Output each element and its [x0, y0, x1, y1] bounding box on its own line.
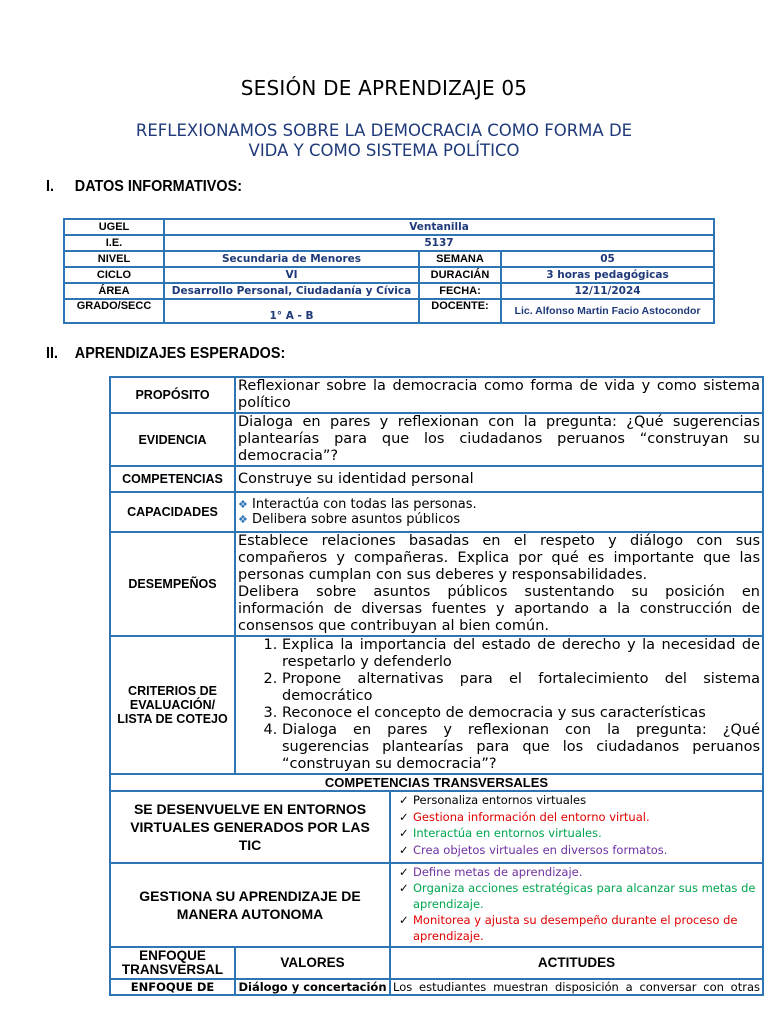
- list-item: 4. Dialoga en pares y reflexionan con la pregunta: ¿Qué sugerencias plantearías para que los ciudadanos peruanos “construyan su democracia”?: [282, 722, 760, 773]
- table-row: [110, 466, 763, 492]
- enfoque-header: ENFOQUE TRANSVERSAL: [110, 947, 235, 979]
- session-title: SESIÓN DE APRENDIZAJE 05: [240, 76, 528, 100]
- table-row: [64, 299, 714, 323]
- ugel-value: Ventanilla: [164, 219, 714, 235]
- table-row: [64, 235, 714, 251]
- aprendizajes-table: [109, 376, 764, 996]
- ie-label: I.E.: [64, 235, 164, 251]
- list-item: 1. Explica la importancia del estado de derecho y la necesidad de respetarlo y defenderlo: [282, 637, 760, 671]
- enfoque-row-label: ENFOQUE DE: [110, 979, 235, 995]
- diamond-bullet-icon: ❖: [238, 498, 248, 511]
- list-item: ✓ Monitorea y ajusta su desempeño durante el proceso de aprendizaje.: [399, 913, 738, 943]
- enfoque-row-actitud: Los estudiantes muestran disposición a conversar con otras: [390, 979, 763, 995]
- subtitle-line-1: REFLEXIONAMOS SOBRE LA DEMOCRACIA COMO FORMA DE: [135, 121, 633, 140]
- list-item: ✓ Define metas de aprendizaje.: [399, 865, 583, 879]
- capacidades-label: CAPACIDADES: [110, 492, 235, 532]
- ugel-label: UGEL: [64, 219, 164, 235]
- table-row: [64, 251, 714, 267]
- competencias-value: Construye su identidad personal: [235, 466, 763, 492]
- table-row: [110, 947, 763, 979]
- list-item: 2. Propone alternativas para el fortalecimiento del sistema democrático: [282, 671, 760, 705]
- check-icon: ✓: [399, 809, 409, 824]
- section-title: DATOS INFORMATIVOS:: [74, 178, 243, 195]
- evidencia-label: EVIDENCIA: [110, 413, 235, 466]
- diamond-bullet-icon: ❖: [238, 513, 248, 526]
- ie-value: 5137: [164, 235, 714, 251]
- ciclo-label: CICLO: [64, 267, 164, 283]
- nivel-label: NIVEL: [64, 251, 164, 267]
- semana-label: SEMANA: [419, 251, 501, 267]
- table-row: [110, 413, 763, 466]
- fecha-value: 12/11/2024: [501, 283, 714, 299]
- list-item: ✓ Crea objetos virtuales en diversos formatos.: [399, 842, 668, 857]
- table-row: [64, 219, 714, 235]
- proposito-label: PROPÓSITO: [110, 377, 235, 413]
- table-row: [110, 492, 763, 532]
- table-row: [110, 377, 763, 413]
- subtitle-line-2: VIDA Y COMO SISTEMA POLÍTICO: [248, 141, 520, 160]
- check-icon: ✓: [399, 793, 409, 807]
- table-row: [110, 532, 763, 636]
- table-row: [110, 791, 763, 863]
- table-row: [64, 283, 714, 299]
- autonoma-checklist: [390, 863, 763, 947]
- valores-header: VALORES: [235, 947, 390, 979]
- ciclo-value: VI: [164, 267, 419, 283]
- list-item: ✓ Organiza acciones estratégicas para alcanzar sus metas de aprendizaje.: [399, 881, 756, 911]
- autonoma-label: GESTIONA SU APRENDIZAJE DE MANERA AUTONOMA: [110, 863, 390, 947]
- section-datos-informativos: [46, 178, 242, 196]
- section-number: I.: [46, 178, 55, 195]
- proposito-value: Reflexionar sobre la democracia como forma de vida y como sistema político: [235, 377, 763, 413]
- table-row: [110, 863, 763, 947]
- section-aprendizajes-esperados: [46, 345, 285, 363]
- check-icon: ✓: [399, 865, 409, 879]
- table-row: [110, 979, 763, 995]
- tic-checklist: [390, 791, 763, 863]
- desempeno-1: Establece relaciones basadas en el respeto y diálogo con sus compañeros y compañeras. Explica por qué es importante que las personas cumplan con sus deberes y responsabilidades.: [238, 533, 760, 583]
- area-value: Desarrollo Personal, Ciudadanía y Cívica: [164, 283, 419, 299]
- semana-value: 05: [501, 251, 714, 267]
- area-label: ÁREA: [64, 283, 164, 299]
- list-item: ✓ Personaliza entornos virtuales: [399, 793, 587, 807]
- section-number: II.: [46, 345, 59, 362]
- table-row: [110, 636, 763, 774]
- list-item: 3. Reconoce el concepto de democracia y sus características: [282, 705, 760, 722]
- list-item: ❖ Interactúa con todas las personas.: [238, 497, 477, 512]
- evidencia-value: Dialoga en pares y reflexionan con la pregunta: ¿Qué sugerencias plantearías para que los ciudadanos peruanos “construyan su democracia”?: [235, 413, 763, 466]
- grado-label: GRADO/SECC: [64, 299, 164, 323]
- duracion-value: 3 horas pedagógicas: [501, 267, 714, 283]
- docente-value: Lic. Alfonso Martin Facio Astocondor: [501, 299, 714, 323]
- competencias-transversales-header: COMPETENCIAS TRANSVERSALES: [110, 774, 763, 791]
- docente-label: DOCENTE:: [419, 299, 501, 323]
- list-item: ❖ Delibera sobre asuntos públicos: [238, 512, 461, 527]
- desempenos-label: DESEMPEÑOS: [110, 532, 235, 636]
- check-icon: ✓: [399, 913, 409, 927]
- enfoque-row-valor: Diálogo y concertación: [235, 979, 390, 995]
- datos-informativos-table: [63, 218, 715, 324]
- desempenos-value: [235, 532, 763, 636]
- table-row: [64, 267, 714, 283]
- check-icon: ✓: [399, 881, 409, 895]
- actitudes-header: ACTITUDES: [390, 947, 763, 979]
- tic-label: SE DESENVUELVE EN ENTORNOS VIRTUALES GENERADOS POR LAS TIC: [110, 791, 390, 863]
- desempeno-2: Delibera sobre asuntos públicos sustentando su posición en información de diversas fuentes y aportando a la construcción de consensos que contribuyan al bien común.: [238, 584, 760, 634]
- table-row: [110, 774, 763, 791]
- duracion-label: DURACIÁN: [419, 267, 501, 283]
- grado-value: 1° A - B: [164, 299, 419, 323]
- nivel-value: Secundaria de Menores: [164, 251, 419, 267]
- list-item: ✓ Interactúa en entornos virtuales.: [399, 826, 602, 840]
- capacidades-list: [235, 492, 763, 532]
- fecha-label: FECHA:: [419, 283, 501, 299]
- check-icon: ✓: [399, 826, 409, 840]
- section-title: APRENDIZAJES ESPERADOS:: [74, 345, 286, 362]
- criterios-list: [235, 636, 763, 774]
- criterios-label: CRITERIOS DE EVALUACIÓN/ LISTA DE COTEJO: [110, 636, 235, 774]
- competencias-label: COMPETENCIAS: [110, 466, 235, 492]
- list-item: ✓ Gestiona información del entorno virtual.: [399, 809, 650, 824]
- session-subtitle: [90, 121, 678, 161]
- check-icon: ✓: [399, 842, 409, 857]
